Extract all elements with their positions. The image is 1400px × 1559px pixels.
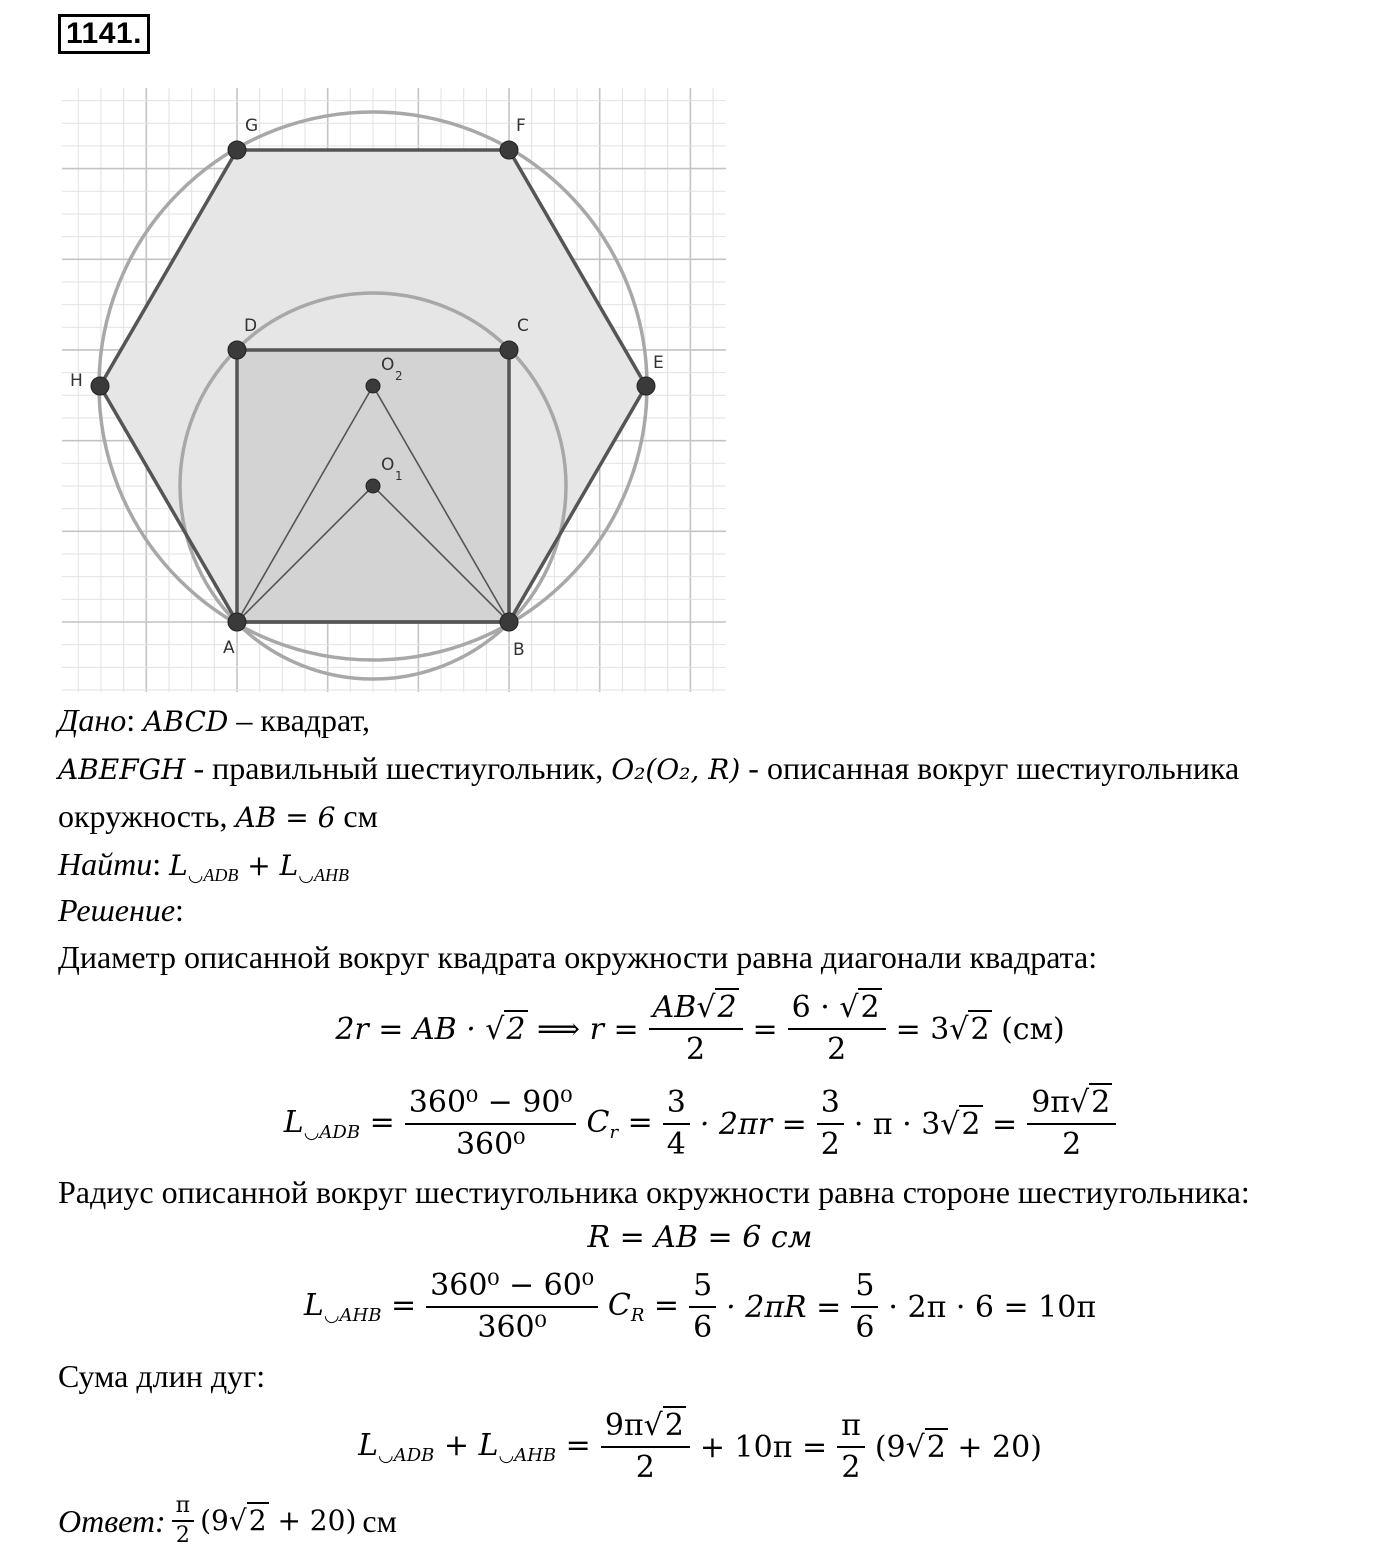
- f1-b: ⟹ r =: [527, 1011, 639, 1047]
- f2-sub: ◡ADB: [303, 1122, 361, 1143]
- f5-plus: + L: [434, 1428, 499, 1463]
- label-o1-sub: 1: [395, 469, 403, 483]
- given-square-name: ABCD: [143, 705, 229, 738]
- f1-a2: 2: [506, 1011, 526, 1047]
- f2-n4: 9π√: [1031, 1085, 1090, 1120]
- point-b: [500, 613, 518, 631]
- given-square-rest: – квадрат,: [228, 702, 370, 738]
- f2-n2: 3: [663, 1085, 690, 1125]
- f2-n: 360⁰ − 90⁰: [405, 1085, 577, 1125]
- label-e: E: [653, 353, 664, 373]
- point-h: [91, 377, 109, 395]
- f4-d: 360⁰: [477, 1310, 547, 1345]
- f4-l: L: [303, 1288, 324, 1323]
- f1-d1: 2: [686, 1032, 706, 1067]
- f1-eq: =: [752, 1011, 778, 1047]
- given-label: Дано: [58, 702, 127, 738]
- f5-s2: ◡AHB: [498, 1445, 557, 1466]
- given-unit: см: [335, 798, 378, 834]
- label-o2: O: [381, 355, 395, 375]
- f2-d2: 4: [666, 1127, 686, 1162]
- point-c: [500, 341, 518, 359]
- f5-d2: 2: [841, 1450, 861, 1485]
- f5-n2: π: [837, 1408, 865, 1448]
- f2-d: 360⁰: [455, 1127, 526, 1162]
- f2-eq3: =: [982, 1106, 1018, 1142]
- answer-parenb: 2: [248, 1504, 267, 1537]
- f2-m: · 2πr =: [699, 1106, 807, 1142]
- point-f: [500, 141, 518, 159]
- f1-n1: AB√: [652, 990, 716, 1025]
- f4-m2: · 2π · 6 = 10π: [888, 1289, 1097, 1325]
- find-l1: L: [169, 849, 188, 882]
- label-a: A: [223, 638, 235, 658]
- point-g: [228, 141, 246, 159]
- paragraph-1: Диаметр описанной вокруг квадрата окружности равна диагонали квадрата:: [58, 939, 1098, 975]
- f4-eq: =: [381, 1288, 417, 1323]
- point-e: [637, 377, 655, 395]
- f1-a: 2r = AB · √: [335, 1011, 505, 1047]
- f1-unit: (см): [991, 1011, 1065, 1047]
- point-o2: [366, 379, 380, 393]
- answer-paren: (9√: [200, 1504, 247, 1537]
- f2-n4b: 2: [1091, 1085, 1111, 1120]
- f4-n: 360⁰ − 60⁰: [426, 1268, 598, 1308]
- f2-d4: 2: [1062, 1127, 1082, 1162]
- f1-c: = 3√: [895, 1011, 969, 1047]
- f2-d3: 2: [820, 1127, 840, 1162]
- paragraph-2: Радиус описанной вокруг шестиугольника окружности равна стороне шестиугольника:: [58, 1174, 1250, 1210]
- given-circle-desc: - описанная вокруг шестиугольника: [740, 750, 1240, 786]
- label-o1: O: [381, 455, 395, 475]
- f5-eq: =: [556, 1428, 591, 1463]
- f2-m2b: 2: [961, 1106, 981, 1142]
- given-line-3a: окружность,: [58, 798, 236, 834]
- problem-number: 1141.: [58, 14, 150, 54]
- f2-eq: =: [360, 1105, 395, 1140]
- answer-label: Ответ:: [58, 1503, 166, 1539]
- f3-text: R = AB = 6 см: [587, 1220, 813, 1255]
- f1-n1b: 2: [717, 990, 737, 1025]
- given-hex-desc: - правильный шестиугольник,: [185, 750, 612, 786]
- f1-n2: 6 · √: [791, 990, 859, 1025]
- paragraph-3: Сума длин дуг:: [58, 1358, 266, 1394]
- find-sub2: ◡AHB: [298, 865, 349, 885]
- f2-csub: r: [609, 1122, 619, 1143]
- label-h: H: [70, 371, 83, 391]
- find-plus: + L: [238, 849, 299, 882]
- f2-l: L: [283, 1105, 304, 1140]
- solution-line: Решение:: [58, 892, 184, 928]
- f1-cb: 2: [970, 1011, 990, 1047]
- answer-n: π: [172, 1494, 194, 1522]
- answer-unit: см: [362, 1503, 397, 1539]
- given-circle-name: O₂(O₂, R): [611, 753, 741, 786]
- label-b: B: [513, 640, 525, 660]
- given-line-3: [58, 796, 378, 838]
- f4-d3: 6: [855, 1310, 875, 1345]
- f4-d2: 6: [693, 1310, 713, 1345]
- f4-eq2: =: [644, 1288, 680, 1323]
- f2-m2: · π · 3√: [853, 1106, 960, 1142]
- given-ab: AB = 6: [235, 801, 336, 834]
- find-label: Найти: [58, 846, 153, 882]
- f4-n2: 5: [689, 1268, 716, 1308]
- f2-eq2: =: [618, 1105, 653, 1140]
- given-line-1: Дано: ABCD – квадрат,: [58, 702, 370, 738]
- formula-5: [0, 1408, 1400, 1486]
- point-a: [228, 613, 246, 631]
- f2-n3: 3: [817, 1085, 844, 1125]
- formula-1: [0, 990, 1400, 1068]
- f5-l1: L: [358, 1428, 378, 1463]
- find-sub1: ◡ADB: [187, 865, 239, 885]
- geometry-figure: [0, 0, 1400, 700]
- f5-m: + 10π =: [699, 1429, 828, 1465]
- f4-sub: ◡AHB: [323, 1305, 382, 1326]
- f5-nb: 2: [664, 1408, 684, 1443]
- f5-paren: (9√: [874, 1429, 925, 1465]
- f2-c: C: [586, 1105, 610, 1140]
- answer-line: [58, 1494, 397, 1548]
- point-d: [228, 341, 246, 359]
- f4-c: C: [607, 1288, 631, 1323]
- label-f: F: [516, 116, 526, 136]
- f1-n2b: 2: [860, 990, 880, 1025]
- formula-2: [0, 1085, 1400, 1163]
- label-g: G: [245, 116, 259, 136]
- label-c: C: [517, 316, 529, 336]
- formula-3: [0, 1220, 1400, 1255]
- label-d: D: [244, 316, 258, 336]
- f5-parenb: 2: [926, 1429, 946, 1465]
- point-o1: [366, 479, 380, 493]
- f4-m: · 2πR =: [726, 1289, 842, 1325]
- f4-csub: R: [630, 1305, 645, 1326]
- f5-d: 2: [635, 1450, 655, 1485]
- given-hex-name: ABEFGH: [58, 753, 186, 786]
- f4-n3: 5: [851, 1268, 878, 1308]
- given-line-2: [58, 748, 1239, 790]
- label-o2-sub: 2: [395, 369, 403, 383]
- f5-s1: ◡ADB: [377, 1445, 435, 1466]
- f5-paren2: + 20): [947, 1429, 1042, 1465]
- f5-n: 9π√: [604, 1408, 663, 1443]
- f1-d2: 2: [827, 1032, 847, 1067]
- solution-label: Решение: [58, 892, 176, 928]
- answer-paren2: + 20): [268, 1504, 357, 1537]
- answer-d: 2: [175, 1523, 190, 1548]
- formula-4: [0, 1268, 1400, 1346]
- find-line: Найти: L◡ADB + L◡AHB: [58, 846, 349, 885]
